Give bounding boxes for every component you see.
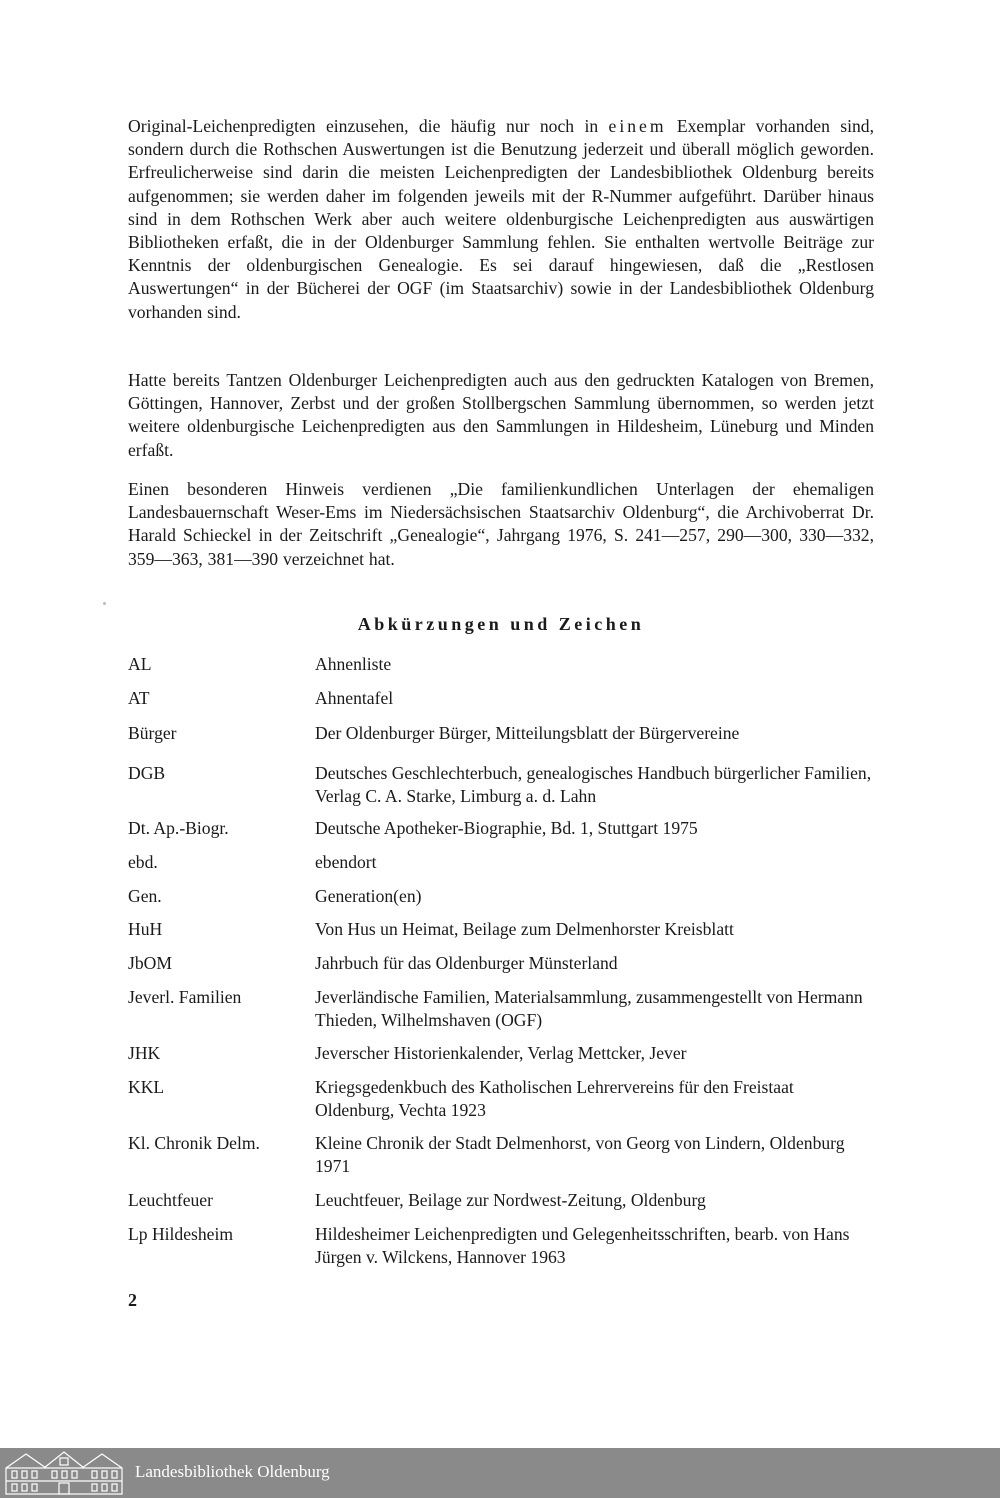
paragraph-1-text-b: Exemplar vorhanden sind, sondern durch die Rothschen Auswertungen ist die Benutzung jederzeit und überall möglich geworden. Erfreulicherweise sind darin die meisten Leichenpredigten der Landesbibliothek Oldenburg bereits aufgenommen; sie werden daher im folgenden jeweils mit der R-Nummer aufgeführt. Darüber hinaus sind in dem Rothschen Werk aber auch weitere oldenburgische Leichenpredigten aus auswärtigen Bibliotheken erfaßt, die in der Oldenburger Sammlung fehlen. Sie enthalten wertvolle Beiträge zur Kenntnis der oldenburgischen Genealogie. Es sei darauf hingewiesen, daß die „Restlosen Auswertungen“ in der Bücherei der OGF (im Staatsarchiv) sowie in der Landesbibliothek Oldenburg vorhanden sind.	[128, 116, 874, 322]
abbreviation-value: Jahrbuch für das Oldenburger Münsterland	[315, 953, 618, 973]
library-building-icon	[4, 1450, 124, 1496]
abbreviation-key: Bürger	[128, 723, 177, 743]
abbreviation-key: ebd.	[128, 852, 158, 872]
footer-bar	[0, 1448, 1000, 1498]
abbreviation-key: Dt. Ap.-Biogr.	[128, 818, 229, 838]
abbreviation-key: Kl. Chronik Delm.	[128, 1133, 260, 1153]
page-speck	[103, 602, 106, 605]
abbreviation-value: Der Oldenburger Bürger, Mitteilungsblatt der Bürgervereine	[315, 723, 740, 743]
abbreviation-key: KKL	[128, 1077, 165, 1097]
body-paragraph-1	[128, 115, 874, 324]
abbreviation-key: HuH	[128, 919, 163, 939]
paragraph-1-text-a: Original-Leichenpredigten einzusehen, die häufig nur noch in	[128, 116, 609, 136]
body-paragraph-2: Hatte bereits Tantzen Oldenburger Leichenpredigten auch aus den gedruckten Katalogen von Bremen, Göttingen, Hannover, Zerbst und der großen Stollbergschen Sammlung übernommen, so werden jetzt weitere oldenburgische Leichenpredigten aus den Sammlungen in Hildesheim, Lüneburg und Minden erfaßt.	[128, 370, 874, 460]
abbreviation-key: JbOM	[128, 953, 172, 973]
abbreviation-key: Lp Hildesheim	[128, 1224, 234, 1244]
abbreviation-value: Ahnenliste	[315, 654, 392, 674]
abbreviation-key: DGB	[128, 763, 166, 783]
abbreviation-value: Ahnentafel	[315, 688, 394, 708]
abbreviation-value: Hildesheimer Leichenpredigten und Gelegenheitsschriften, bearb. von Hans Jürgen v. Wilckens, Hannover 1963	[315, 1224, 850, 1268]
abbreviation-key: AL	[128, 654, 152, 674]
abbreviation-value: Deutsche Apotheker-Biographie, Bd. 1, Stuttgart 1975	[315, 818, 698, 838]
abbreviation-value: Jeverländische Familien, Materialsammlung, zusammengestellt von Hermann Thieden, Wilhelmshaven (OGF)	[315, 987, 863, 1031]
abbreviation-value: Deutsches Geschlechterbuch, genealogisches Handbuch bürgerlicher Familien, Verlag C. A. Starke, Limburg a. d. Lahn	[315, 763, 872, 807]
page-number: 2	[128, 1290, 137, 1310]
abbreviations-heading: Abkürzungen und Zeichen	[357, 614, 645, 634]
abbreviation-key: AT	[128, 688, 150, 708]
footer-library-name: Landesbibliothek Oldenburg	[135, 1462, 330, 1481]
abbreviation-key: Leuchtfeuer	[128, 1190, 213, 1210]
abbreviation-value: Von Hus un Heimat, Beilage zum Delmenhorster Kreisblatt	[315, 919, 734, 939]
abbreviation-value: Kriegsgedenkbuch des Katholischen Lehrervereins für den Freistaat Oldenburg, Vechta 1923	[315, 1077, 794, 1121]
abbreviation-value: Kleine Chronik der Stadt Delmenhorst, von Georg von Lindern, Oldenburg 1971	[315, 1133, 845, 1177]
abbreviation-key: Gen.	[128, 886, 162, 906]
paragraph-1-emphasis: einem	[608, 116, 667, 136]
abbreviation-key: Jeverl. Familien	[128, 987, 242, 1007]
abbreviation-value: ebendort	[315, 852, 377, 872]
abbreviation-value: Generation(en)	[315, 886, 422, 906]
abbreviation-key: JHK	[128, 1043, 161, 1063]
body-paragraph-3: Einen besonderen Hinweis verdienen „Die familienkundlichen Unterlagen der ehemaligen Landesbauernschaft Weser-Ems im Niedersächsischen Staatsarchiv Oldenburg“, die Archivoberrat Dr. Harald Schieckel in der Zeitschrift „Genealogie“, Jahrgang 1976, S. 241—257, 290—300, 330—332, 359—363, 381—390 verzeichnet hat.	[128, 479, 874, 569]
abbreviation-value: Jeverscher Historienkalender, Verlag Mettcker, Jever	[315, 1043, 687, 1063]
abbreviation-value: Leuchtfeuer, Beilage zur Nordwest-Zeitung, Oldenburg	[315, 1190, 706, 1210]
